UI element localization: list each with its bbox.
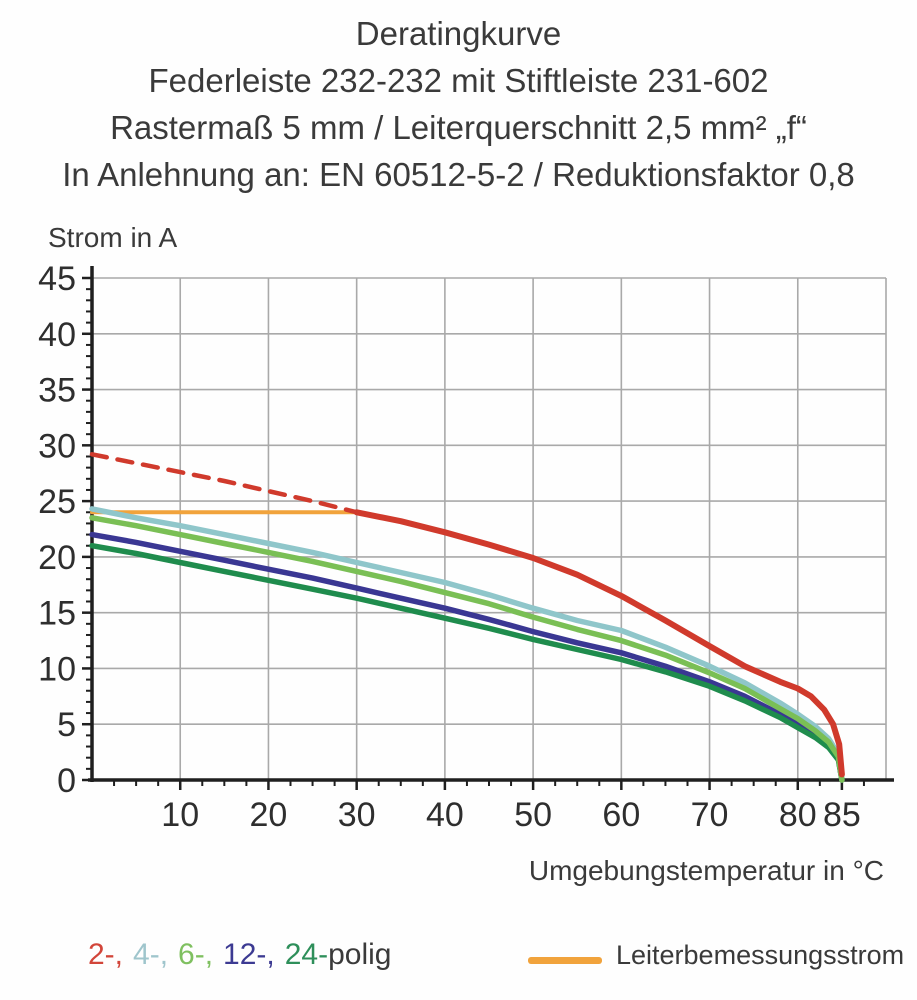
tick-label: 85 [822,796,861,834]
tick-label: 30 [38,427,76,466]
tick-label: 80 [778,796,817,834]
tick-label: 25 [38,483,76,522]
series-2-polig-oberhalb-leiterbemessungsstrom-gestrichelt- [92,454,357,512]
pole-legend-item: 24- [284,938,329,971]
rated-current-line-swatch [528,957,602,964]
poles-legend-suffix: polig [328,938,392,971]
tick-label: 20 [38,538,76,577]
series-2-polig [357,512,842,774]
pole-legend-item: 12-, [223,938,275,971]
subtitle-spec: Rastermaß 5 mm / Leiterquerschnitt 2,5 mm² „f“ [110,109,807,146]
tick-label: 30 [337,796,376,834]
poles-legend [88,938,392,972]
pole-legend-item: 2-, [88,938,124,971]
tick-label: 35 [38,371,76,410]
pole-legend-item: 6-, [178,938,214,971]
chart-title: Deratingkurve [355,15,562,52]
tick-label: 50 [514,796,553,834]
tick-label: 10 [161,796,200,834]
series-4-polig [92,509,842,780]
y-axis-title: Strom in A [48,222,178,253]
tick-label: 70 [690,796,729,834]
tick-label: 10 [38,650,76,689]
tick-label: 60 [602,796,641,834]
tick-label: 45 [38,260,76,298]
x-axis-title: Umgebungstemperatur in °C [528,855,884,886]
tick-label: 15 [38,594,76,633]
tick-label: 40 [425,796,464,834]
tick-label: 20 [249,796,288,834]
subtitle-standard: In Anlehnung an: EN 60512-5-2 / Reduktionsfaktor 0,8 [62,156,855,193]
pole-legend-item: 4-, [133,938,169,971]
tick-label: 0 [57,762,76,800]
series-24-polig [92,546,842,780]
rated-current-label: Leiterbemessungsstrom [616,940,905,970]
tick-label: 40 [38,315,76,354]
legend-row [0,938,917,988]
subtitle-product: Federleiste 232-232 mit Stiftleiste 231-602 [148,62,769,99]
tick-label: 5 [57,706,76,745]
